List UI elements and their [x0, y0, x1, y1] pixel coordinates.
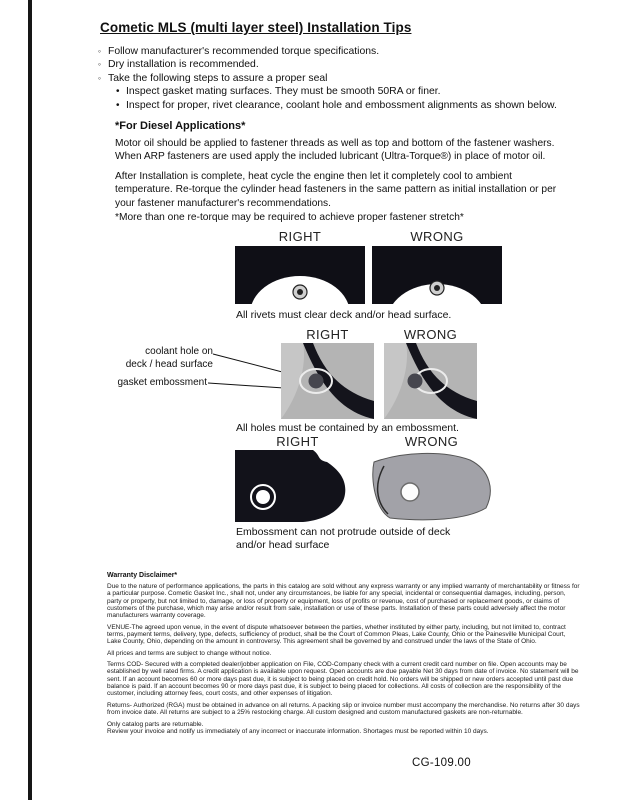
rivet-wrong-diagram — [372, 246, 502, 304]
warranty-heading: Warranty Disclaimer* — [107, 572, 178, 579]
rivet-right-diagram — [235, 246, 365, 304]
warranty-paragraph: Terms COD- Secured with a completed dealer/jobber application on File, COD-Company check with a current credit card number on file. Open accounts may be established by well rated firms. A credit application is available upon request. Open accounts are due payable Net 30 days from date of invoice. No statement will be sent. If an account becomes 60 or more days past due, it is subject to being placed on credit hold. No orders will be shipped or new orders accepted until past due balance is paid. If an account becomes 90 or more days past due, it is subject to being placed for collections. All costs of collection are the responsibility of the customer, including attorney fees, court costs, and other expenses of litigation. — [107, 661, 579, 698]
diesel-applications-heading: *For Diesel Applications* — [115, 120, 246, 132]
row3-caption-line1: Embossment can not protrude outside of deck — [236, 526, 451, 538]
tip-sub-bullet-text: Inspect gasket mating surfaces. They must be smooth 50RA or finer. — [126, 86, 441, 98]
filled-bullet-icon: • — [116, 86, 120, 98]
warranty-paragraph: VENUE-The agreed upon venue, in the event of dispute whatsoever between the parties, whether instituted by either party, including, but not limited to, contract terms, payment terms, delivery, type, defects, sufficiency of product, shall be the Court of Common Pleas, Lake County, Ohio or the Painesville Municipal Court, Lake County, Ohio, depending on the amount in controversy. This agreement shall be governed by and construed under the laws of the State of Ohio. — [107, 623, 566, 646]
embossment-right-image — [281, 343, 374, 419]
row2-wrong-label: WRONG — [403, 327, 458, 342]
row2-caption: All holes must be contained by an embossment. — [236, 422, 459, 434]
protrusion-right-diagram — [235, 450, 360, 522]
page-code: CG-109.00 — [412, 757, 471, 769]
warranty-paragraph: Review your invoice and notify us immediately of any incorrect or inaccurate information. Shortages must be reported within 10 days. — [107, 727, 489, 735]
row2-right-label: RIGHT — [306, 327, 349, 342]
installation-tips-list — [98, 45, 557, 112]
coolant-hole-callout — [108, 346, 213, 371]
warranty-paragraph: Due to the nature of performance applications, the parts in this catalog are sold without any express warranty or any implied warranty of merchantability or fitness for a particular purpose. Cometic Gasket Inc., shall not, under any circumstances, be liable for any special, incidental or consequential damages, including, person, party or property, but not limited to, damage, or loss of property or equipment, loss of profits or revenue, cost of purchased or replacement goods, or claims of customers of the purchase, which may arise and/or result from sale, installation or use of these parts. Installation of these parts could adversely affect the motor manufacturers warranty coverage. — [107, 583, 580, 620]
tip-bullet-text: Dry installation is recommended. — [108, 59, 259, 71]
tip-sub-bullet-text: Inspect for proper, rivet clearance, coolant hole and embossment alignments as shown below. — [126, 99, 557, 111]
diesel-paragraph-1: Motor oil should be applied to fastener threads as well as top and bottom of the fastener washers. When ARP fasteners are used apply the included lubricant (Ultra-Torque®) in place of motor oil. — [115, 138, 555, 163]
protrusion-right-image — [235, 450, 360, 522]
tip-bullet-text: Follow manufacturer's recommended torque specifications. — [108, 46, 380, 57]
gasket-embossment-callout: gasket embossment — [117, 377, 207, 388]
open-bullet-icon: ◦ — [98, 59, 102, 70]
embossment-right-diagram — [281, 343, 374, 419]
protrusion-wrong-diagram — [368, 450, 495, 522]
page-title: Cometic MLS (multi layer steel) Installation Tips — [100, 20, 412, 35]
row3-caption-line2: and/or head surface — [236, 539, 330, 551]
row3-wrong-label: WRONG — [404, 434, 459, 449]
open-bullet-icon: ◦ — [98, 72, 102, 83]
warranty-paragraph: All prices and terms are subject to change without notice. — [107, 649, 272, 657]
tip-bullet-text: Take the following steps to assure a proper seal — [108, 72, 328, 84]
tip-sub-bullet — [116, 85, 557, 98]
page-spine-line — [28, 0, 32, 800]
retorque-note: *More than one re-torque may be required to achieve proper fastener stretch* — [115, 212, 464, 223]
open-bullet-icon: ◦ — [98, 46, 102, 56]
diesel-paragraph-2: After Installation is complete, heat cycle the engine then let it completely cool to ambient temperature. Re-torque the cylinder head fasteners in the same pattern as initial installation or per your fastener manufacturer's recommendations. — [115, 171, 557, 209]
tip-bullet — [98, 72, 557, 85]
tip-bullet — [98, 45, 557, 58]
protrusion-wrong-image — [368, 450, 495, 522]
warranty-paragraph: Only catalog parts are returnable. — [107, 720, 204, 728]
coolant-hole-callout-line2: deck / head surface — [125, 358, 213, 370]
embossment-wrong-diagram — [384, 343, 477, 419]
rivet-right-image — [235, 246, 365, 304]
row1-wrong-label: WRONG — [410, 229, 464, 244]
rivet-wrong-image — [372, 246, 502, 304]
embossment-wrong-image — [384, 343, 477, 419]
row3-right-label: RIGHT — [276, 434, 319, 449]
warranty-paragraph: Returns- Authorized (RGA) must be obtained in advance on all returns. A packing slip or invoice number must accompany the merchandise. No returns after 30 days from invoice date. All returns are subject to a 25% restocking charge. All custom designed and custom manufactured gaskets are non-returnable. — [107, 701, 580, 717]
tip-sub-bullet — [116, 99, 557, 112]
row1-caption: All rivets must clear deck and/or head surface. — [236, 309, 452, 321]
tip-bullet — [98, 58, 557, 71]
warranty-section — [107, 572, 581, 739]
filled-bullet-icon: • — [116, 99, 120, 111]
coolant-hole-callout-line1: coolant hole on — [145, 346, 213, 357]
row1-right-label: RIGHT — [278, 229, 322, 244]
